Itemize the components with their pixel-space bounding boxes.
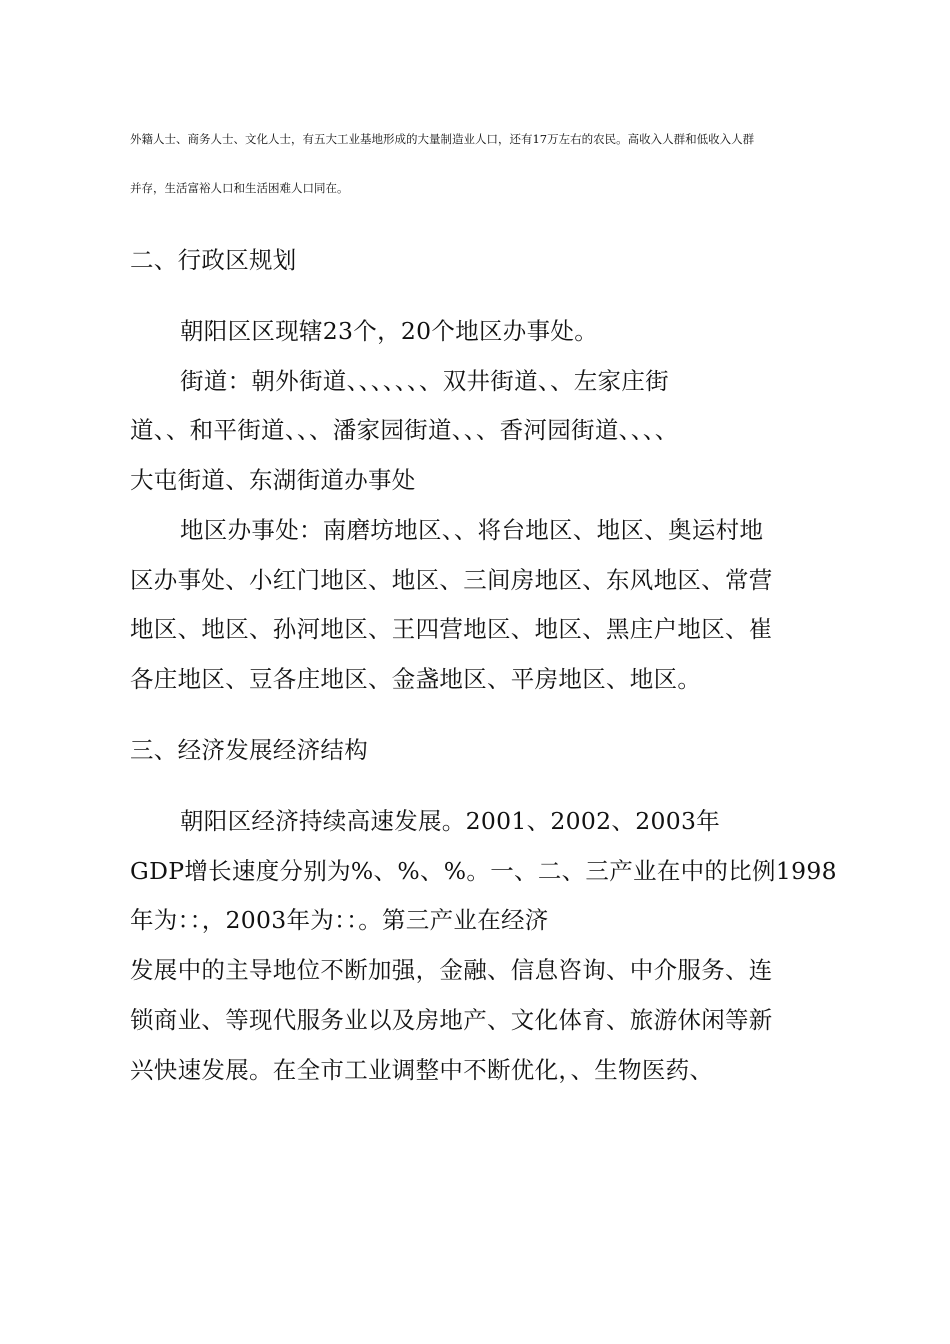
section-2-areas-line-3: 地区、地区、孙河地区、王四营地区、地区、黑庄户地区、崔 (130, 615, 773, 643)
section-3-line-5: 锁商业、等现代服务业以及房地产、文化体育、旅游休闲等新 (130, 1006, 773, 1034)
section-3-heading: 三、经济发展经济结构 (130, 736, 368, 764)
section-2-streets-line-1: 街道：朝外街道、、、、、、、双井街道、、左家庄街 (180, 367, 669, 395)
section-2-areas-line-1: 地区办事处：南磨坊地区、、将台地区、地区、奥运村地 (180, 516, 764, 544)
section-2-areas-line-4: 各庄地区、豆各庄地区、金盏地区、平房地区、地区。 (130, 665, 702, 693)
section-3-line-2: GDP增长速度分别为%、%、%。一、二、三产业在中的比例1998 (130, 857, 837, 885)
section-2-streets-line-3: 大屯街道、东湖街道办事处 (130, 466, 416, 494)
intro-line-1: 外籍人士、商务人士、文化人士，有五大工业基地形成的大量制造业人口，还有17万左右的农民。高收入人群和低收入人群 (130, 132, 755, 146)
intro-line-2: 并存，生活富裕人口和生活困难人口同在。 (130, 181, 349, 195)
section-2-streets-line-2: 道、、和平街道、、、潘家园街道、、、香河园街道、、、、 (130, 416, 679, 444)
section-2-heading: 二、行政区规划 (130, 246, 297, 274)
section-3-line-1: 朝阳区经济持续高速发展。2001、2002、2003年 (180, 807, 721, 835)
section-3-line-3: 年为：：，2003年为：：。第三产业在经济 (130, 906, 549, 934)
section-3-line-4: 发展中的主导地位不断加强，金融、信息咨询、中介服务、连 (130, 956, 773, 984)
section-2-areas-line-2: 区办事处、小红门地区、地区、三间房地区、东风地区、常营 (130, 566, 773, 594)
section-2-paragraph-1: 朝阳区区现辖23个，20个地区办事处。 (180, 317, 599, 345)
section-3-line-6: 兴快速发展。在全市工业调整中不断优化，、生物医药、 (130, 1056, 714, 1084)
